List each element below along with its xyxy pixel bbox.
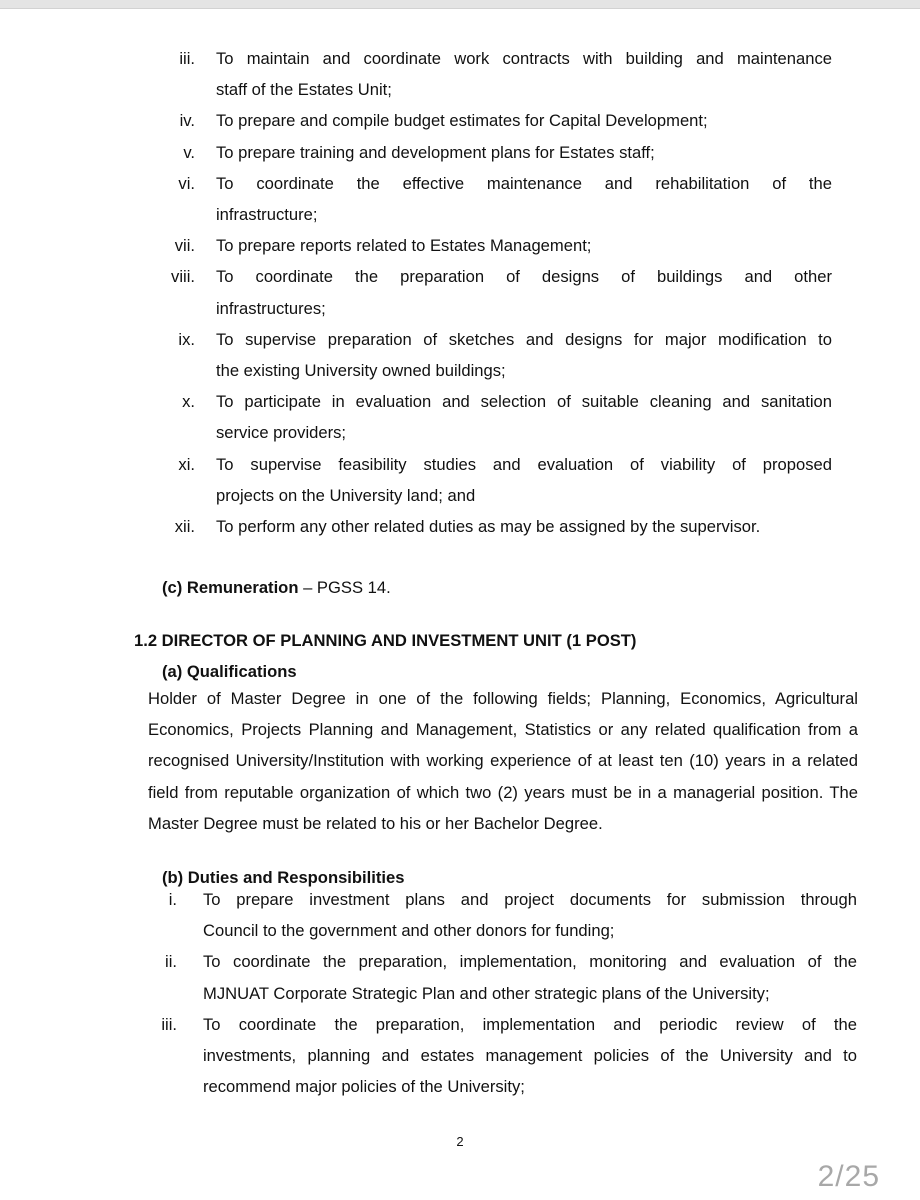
list-item-text: recommend major policies of the University; — [203, 1077, 525, 1097]
list-item-text: Council to the government and other donors for funding; — [203, 921, 615, 941]
list-item-text: To supervise preparation of sketches and designs for major modification to — [216, 329, 832, 349]
section-title: 1.2 DIRECTOR OF PLANNING AND INVESTMENT UNIT (1 POST) — [134, 631, 637, 650]
list-item-text: To coordinate the preparation, implementation, monitoring and evaluation of the — [203, 952, 857, 972]
page-indicator: 2/25 — [817, 1160, 880, 1193]
list-item-number: ii. — [165, 952, 177, 972]
list-item-number: vii. — [174, 236, 195, 256]
list-item-number: xi. — [178, 454, 195, 474]
list-item-text: To supervise feasibility studies and evaluation of viability of proposed — [216, 454, 832, 474]
remuneration-value: – PGSS 14. — [298, 578, 391, 597]
list-item-text: MJNUAT Corporate Strategic Plan and other strategic plans of the University; — [203, 983, 770, 1003]
remuneration-line — [162, 576, 391, 600]
list-item-text: To coordinate the preparation of designs of buildings and other — [216, 267, 832, 287]
list-item-text: investments, planning and estates management policies of the University and to — [203, 1045, 857, 1065]
remuneration-label: (c) Remuneration — [162, 578, 299, 597]
list-item-number: xii. — [174, 517, 195, 536]
list-item-number: iv. — [179, 111, 195, 131]
list-item-number: iii. — [179, 49, 195, 68]
qualifications-heading: (a) Qualifications — [162, 662, 297, 681]
list-item-text: To coordinate the effective maintenance and rehabilitation of the — [216, 173, 832, 193]
list-item-number: vi. — [178, 173, 195, 193]
list-item-text: To prepare investment plans and project documents for submission through — [203, 890, 857, 909]
list-item-number: v. — [183, 142, 195, 162]
list-item-text: To prepare training and development plans for Estates staff; — [216, 142, 655, 162]
list-item-text: infrastructure; — [216, 204, 318, 224]
list-item-number: iii. — [161, 1014, 177, 1034]
list-item-text: infrastructures; — [216, 298, 326, 318]
list-item-number: i. — [168, 890, 177, 909]
list-item-text: To perform any other related duties as may be assigned by the supervisor. — [216, 517, 761, 536]
list-item-text: service providers; — [216, 423, 347, 443]
list-item-text: staff of the Estates Unit; — [216, 80, 392, 100]
list-item-number: viii. — [171, 267, 195, 287]
viewer-top-bar — [0, 0, 920, 9]
list-item-text: To prepare and compile budget estimates for Capital Development; — [216, 111, 708, 131]
page-number: 2 — [456, 1134, 464, 1149]
list-item-text: the existing University owned buildings; — [216, 360, 506, 380]
document-page[interactable] — [0, 9, 920, 1200]
list-item-number: x. — [182, 392, 195, 412]
qualifications-paragraph: Holder of Master Degree in one of the following fields; Planning, Economics, Agricultural Economics, Projects Planning and Management, Statistics or any related qualification from a recognised University/Institution with working experience of at least ten (10) years in a related field from reputable organization of which two (2) years must be in a managerial position. The Master Degree must be related to his or her Bachelor Degree. — [148, 689, 858, 833]
list-item-text: To maintain and coordinate work contracts with building and maintenance — [216, 49, 832, 68]
list-item-text: To coordinate the preparation, implementation and periodic review of the — [203, 1014, 857, 1034]
duties-heading: (b) Duties and Responsibilities — [162, 868, 405, 887]
list-item-number: ix. — [178, 329, 195, 349]
list-item-text: To participate in evaluation and selection of suitable cleaning and sanitation — [216, 392, 832, 412]
list-item-text: To prepare reports related to Estates Management; — [216, 236, 592, 256]
list-item-text: projects on the University land; and — [216, 485, 476, 505]
